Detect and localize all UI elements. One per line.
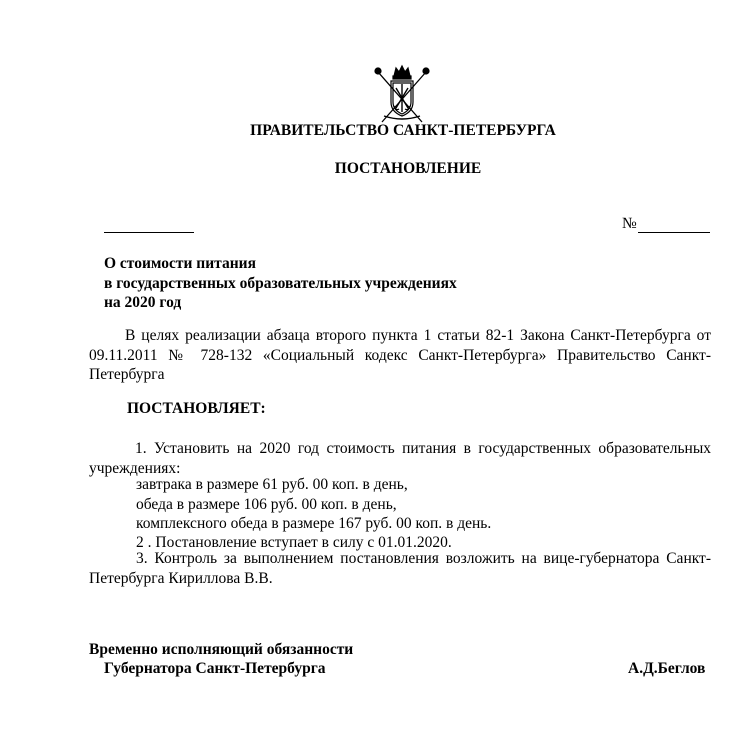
government-title: ПРАВИТЕЛЬСТВО САНКТ-ПЕТЕРБУРГА	[250, 122, 556, 139]
subject-line: в государственных образовательных учреждениях	[104, 274, 457, 292]
item-1-subline: комплексного обеда в размере 167 руб. 00 коп. в день.	[136, 515, 492, 532]
date-field-line	[104, 218, 194, 233]
document-number-field	[622, 213, 710, 233]
subject-line: на 2020 год	[104, 294, 182, 311]
signatory-name: А.Д.Беглов	[628, 660, 706, 677]
number-field-line	[638, 218, 710, 233]
document-type: ПОСТАНОВЛЕНИЕ	[334, 160, 482, 177]
number-label: №	[622, 215, 637, 232]
coat-of-arms-icon	[372, 62, 432, 124]
item-1-subline: обеда в размере 106 руб. 00 коп. в день,	[136, 495, 397, 513]
document-subject	[104, 254, 457, 313]
decree-heading: ПОСТАНОВЛЯЕТ:	[127, 400, 266, 417]
item-1-subline: завтрака в размере 61 руб. 00 коп. в день,	[136, 476, 408, 493]
subject-line: О стоимости питания	[104, 255, 256, 272]
signatory-title-line: Губернатора Санкт-Петербурга	[104, 660, 326, 677]
signatory-title-line: Временно исполняющий обязанности	[89, 641, 354, 658]
item-3-paragraph: 3. Контроль за выполнением постановления возложить на вице-губернатора Санкт-Петербурга Кириллова В.В.	[89, 550, 711, 587]
item-1-paragraph: 1. Установить на 2020 год стоимость питания в государственных образовательных учреждениях:	[89, 440, 711, 477]
preamble-paragraph: В целях реализации абзаца второго пункта 1 статьи 82-1 Закона Санкт-Петербурга от 09.11.2011 № 728-132 «Социальный кодекс Санкт-Петербурга» Правительство Санкт-Петербурга	[89, 327, 711, 383]
item-2-paragraph: 2 . Постановление вступает в силу с 01.01.2020.	[136, 534, 452, 551]
